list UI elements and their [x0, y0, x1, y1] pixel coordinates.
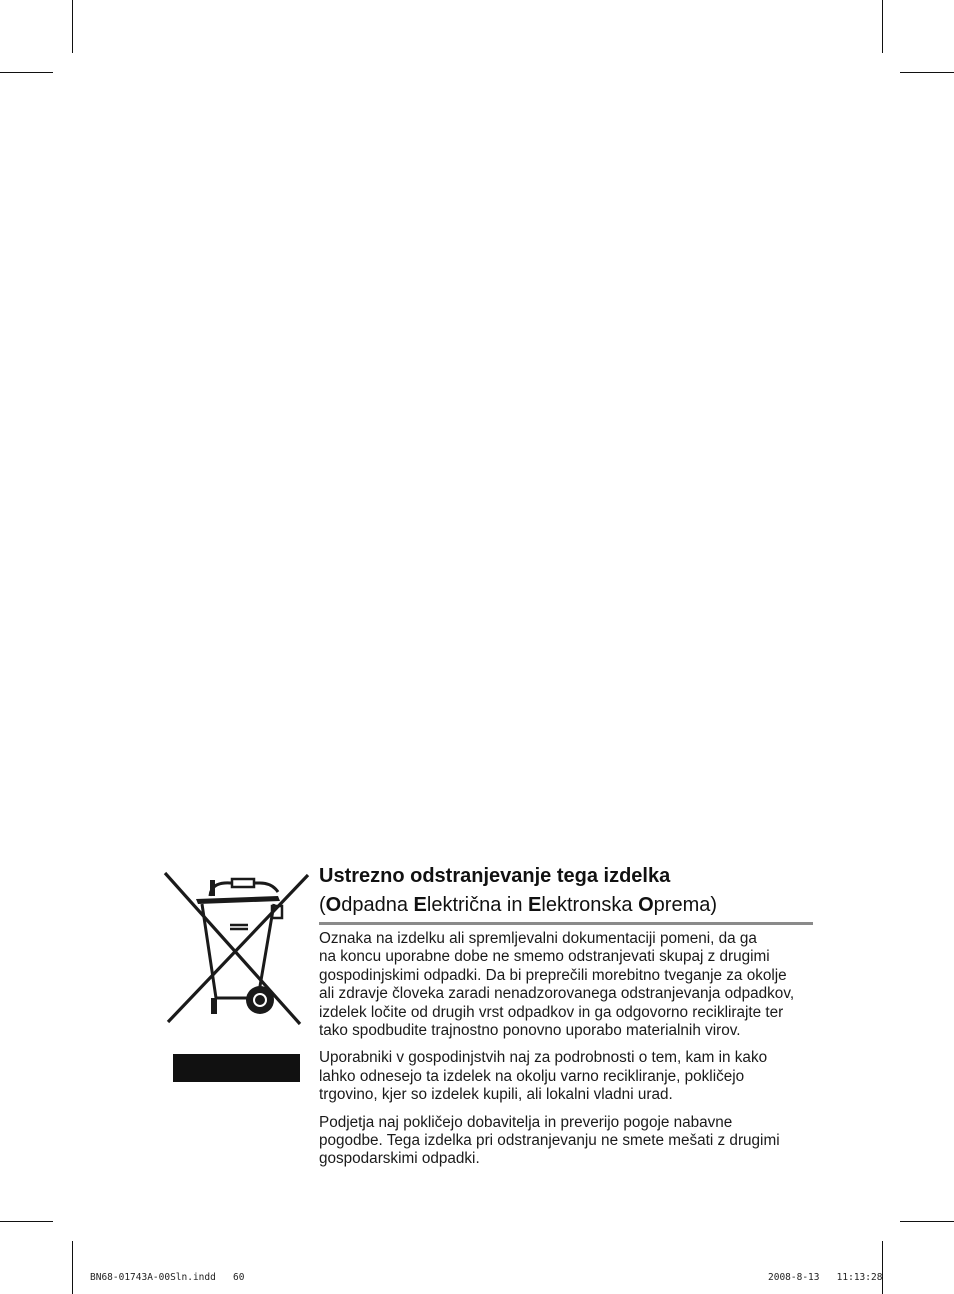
footer-filename: BN68-01743A-00Sln.indd 60	[90, 1272, 245, 1283]
subtitle-part: E	[413, 894, 427, 916]
subtitle-part: lektronska	[541, 894, 639, 916]
section-title: Ustrezno odstranjevanje tega izdelka	[319, 865, 671, 887]
weee-section	[319, 862, 813, 1178]
crossed-out-wheelie-bin-icon	[160, 870, 310, 1030]
footer-timestamp: 2008-8-13 11:13:28	[768, 1272, 883, 1283]
crop-mark	[72, 1241, 73, 1294]
subtitle-part: lektrična in	[426, 894, 529, 916]
crop-mark	[882, 0, 883, 53]
paragraph-line: ali zdravje človeka zaradi nenadzorovanega odstranjevanja odpadkov,	[319, 985, 795, 1003]
paragraph-line: Uporabniki v gospodinjstvih naj za podrobnosti o tem, kam in kako	[319, 1049, 768, 1067]
black-bar	[173, 1054, 300, 1082]
subtitle-part: E	[528, 894, 542, 916]
paragraph-line: izdelek ločite od drugih vrst odpadkov in ga odgovorno reciklirajte ter	[319, 1003, 784, 1021]
subtitle-part: (	[319, 894, 326, 916]
crop-mark	[0, 72, 53, 73]
subtitle-part: prema)	[653, 894, 718, 916]
crop-mark	[72, 0, 73, 53]
paragraph-line: trgovino, kjer so izdelek kupili, ali lokalni vladni urad.	[319, 1086, 673, 1104]
crop-mark	[0, 1221, 53, 1222]
paragraph-line: Podjetja naj pokličejo dobavitelja in preverijo pogoje nabavne	[319, 1113, 733, 1131]
subtitle-part: dpadna	[341, 894, 414, 916]
crop-mark	[900, 72, 954, 73]
body-text	[319, 930, 813, 1169]
paragraph-line: Oznaka na izdelku ali spremljevalni dokumentaciji pomeni, da ga	[319, 930, 757, 947]
paragraph-line: pogodbe. Tega izdelka pri odstranjevanju ne smete mešati z drugimi	[319, 1132, 780, 1150]
paragraph-line: gospodinjskimi odpadki. Da bi preprečili morebitno tveganje za okolje	[319, 966, 787, 984]
paragraph-line: gospodarskimi odpadki.	[319, 1150, 480, 1168]
paragraph	[319, 1114, 813, 1169]
paragraph	[319, 930, 813, 1040]
title-rule	[319, 922, 813, 925]
paragraph-line: lahko odnesejo ta izdelek na okolju varno recikliranje, pokličejo	[319, 1067, 745, 1085]
paragraph-line: na koncu uporabne dobe ne smemo odstranjevati skupaj z drugimi	[319, 948, 770, 966]
paragraph	[319, 1049, 813, 1104]
footer-page: 60	[233, 1272, 245, 1283]
footer-time: 11:13:28	[836, 1272, 883, 1283]
subtitle-part: O	[325, 894, 342, 916]
subtitle-part: O	[638, 894, 654, 916]
paragraph-line: tako spodbudite trajnostno ponovno uporabo materialnih virov.	[319, 1022, 741, 1040]
crop-mark	[882, 1241, 883, 1294]
section-subtitle	[319, 891, 813, 920]
crop-mark	[900, 1221, 954, 1222]
